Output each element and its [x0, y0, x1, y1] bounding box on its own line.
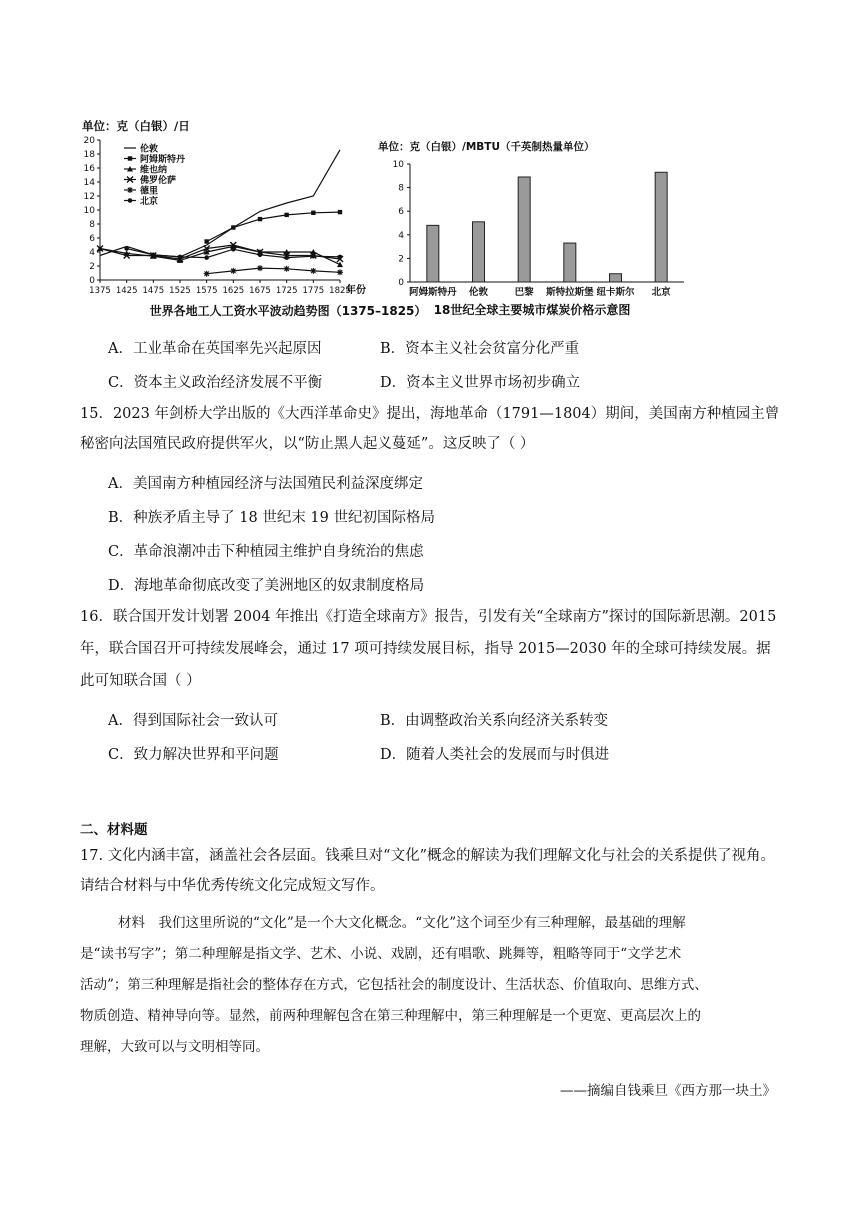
legend-label: 北京: [140, 197, 159, 207]
x-tick-label: 1725: [275, 286, 298, 296]
legend-marker: [128, 198, 133, 203]
data-point: [204, 255, 209, 260]
y-tick-label: 0: [398, 278, 404, 288]
y-tick-label: 8: [89, 220, 95, 230]
category-label: 纽卡斯尔: [596, 287, 635, 298]
q15-stem-line1: 15．2023 年剑桥大学出版的《大西洋革命史》提出，海地革命（1791—1804）期间，美国南方种植园主曾: [80, 406, 780, 422]
material-line: 活动”；第三种理解是指社会的整体存在方式，它包括社会的制度设计、生活状态、价值取向、思维方式、: [80, 977, 708, 993]
bar: [427, 225, 439, 282]
bar: [655, 172, 667, 282]
q17-source: ——摘编自钱乘旦《西方那一块土》: [560, 1083, 776, 1099]
x-tick-label: 1825: [329, 286, 351, 296]
y-tick-label: 2: [89, 262, 95, 272]
category-label: 斯特拉斯堡: [546, 287, 594, 298]
q14-option-c: C．资本主义政治经济发展不平衡: [108, 375, 323, 391]
x-tick-label: 1425: [115, 286, 138, 296]
q15-option-b: B．种族矛盾主导了 18 世纪末 19 世纪初国际格局: [108, 510, 435, 526]
y-tick-label: 10: [83, 206, 95, 216]
data-point: [311, 254, 316, 259]
legend-label: 德里: [140, 186, 159, 197]
data-point: [284, 213, 288, 217]
q14-option-b: B．资本主义社会贫富分化严重: [380, 341, 580, 357]
data-point: [337, 262, 343, 268]
data-point: [230, 268, 236, 274]
y-tick-label: 6: [398, 207, 404, 218]
data-point: [284, 266, 290, 272]
x-tick-label: 1475: [142, 286, 165, 296]
y-tick-label: 6: [89, 234, 95, 244]
bar: [518, 177, 530, 282]
y-tick-label: 0: [89, 276, 95, 286]
y-tick-label: 4: [398, 230, 404, 241]
y-tick-label: 20: [83, 136, 95, 146]
q15-option-a: A．美国南方种植园经济与法国殖民利益深度绑定: [108, 476, 423, 492]
x-tick-label: 1575: [195, 286, 218, 296]
x-tick-label: 1525: [169, 286, 191, 296]
line-chart-title: 世界各地工人工资水平波动趋势图（1375–1825）: [149, 304, 427, 318]
q16-stem-line3: 此可知联合国（ ）: [80, 673, 201, 689]
legend-label: 佛罗伦萨: [140, 176, 177, 186]
data-point: [311, 211, 315, 215]
data-point: [151, 253, 156, 258]
line-chart-ylabel: 单位：克（白银）/日: [82, 119, 190, 133]
data-point: [310, 268, 316, 274]
bar-chart-ylabel: 单位：克（白银）/MBTU（千英制热量单位）: [378, 141, 595, 153]
x-tick-label: 1775: [302, 286, 325, 296]
legend-marker: [128, 156, 132, 160]
q17-stem-line1: 17. 文化内涵丰富，涵盖社会各层面。钱乘旦对“文化”概念的解读为我们理解文化与社会的关系提供了视角。: [80, 848, 775, 864]
data-point: [124, 246, 129, 251]
material-line: 物质创造、精神导向等。显然，前两种理解包含在第三种理解中，第三种理解是一个更宽、更高层次上的: [80, 1008, 701, 1024]
series-line-2: [207, 212, 340, 241]
x-tick-label: 1375: [89, 286, 111, 296]
material-line: 材料 我们这里所说的“文化”是一个大文化概念。“文化”这个词至少有三种理解，最基础的理解: [118, 915, 686, 931]
x-tick-label: 1625: [222, 286, 245, 296]
data-point: [257, 265, 263, 271]
bar-chart-title: 18世纪全球主要城市煤炭价格示意图: [433, 303, 631, 317]
q15-option-c: C．革命浪潮冲击下种植园主维护自身统治的焦虑: [108, 544, 424, 560]
legend-label: 维也纳: [140, 165, 168, 176]
q15-option-d: D．海地革命彻底改变了美洲地区的奴隶制度格局: [108, 578, 425, 594]
x-axis-label: 年份: [346, 285, 366, 296]
data-point: [258, 217, 262, 221]
q14-option-d: D．资本主义世界市场初步确立: [380, 375, 581, 391]
y-tick-label: 8: [398, 183, 404, 194]
category-label: 北京: [651, 287, 671, 298]
section-title: 二、材料题: [80, 822, 148, 838]
data-point: [204, 271, 210, 277]
series-line-1: [100, 150, 340, 257]
material-line: 理解，大致可以与文明相等同。: [80, 1039, 269, 1055]
legend-marker: [127, 187, 133, 193]
y-tick-label: 2: [398, 254, 404, 265]
q16-option-c: C．致力解决世界和平问题: [108, 747, 279, 763]
wage-line-chart: [78, 112, 427, 322]
q14-option-a: A．工业革命在英国率先兴起原因: [108, 341, 322, 357]
q17-material: [80, 908, 780, 1063]
y-tick-label: 14: [83, 178, 95, 188]
y-tick-label: 10: [392, 160, 404, 170]
q17-stem-line2: 请结合材料与中华优秀传统文化完成短文写作。: [80, 878, 385, 894]
q16-option-d: D．随着人类社会的发展而与时俱进: [380, 747, 610, 763]
coal-bar-chart: [372, 134, 692, 322]
category-label: 伦敦: [468, 287, 489, 298]
q16-stem-line2: 年，联合国召开可持续发展峰会，通过 17 项可持续发展目标，指导 2015—2030 年的全球可持续发展。据: [80, 641, 771, 657]
legend-label: 阿姆斯特丹: [140, 155, 186, 165]
series-line-5: [207, 268, 340, 274]
category-label: 巴黎: [514, 287, 534, 298]
x-tick-label: 1675: [249, 286, 271, 296]
data-point: [231, 225, 235, 229]
data-point: [338, 210, 342, 214]
legend-label: 伦敦: [140, 144, 159, 155]
q16-stem-line1: 16．联合国开发计划署 2004 年推出《打造全球南方》报告，引发有关“全球南方”探讨的国际新思潮。2015: [80, 609, 777, 625]
y-tick-label: 12: [83, 192, 95, 202]
q16-option-a: A．得到国际社会一致认可: [108, 713, 278, 729]
q16-option-b: B．由调整政治关系向经济关系转变: [380, 713, 609, 729]
data-point: [284, 255, 289, 260]
material-line: 是“读书写字”；第二种理解是指文学、艺术、小说、戏剧，还有唱歌、跳舞等，粗略等同于“文学艺术: [80, 946, 682, 962]
data-point: [338, 255, 343, 260]
category-label: 阿姆斯特丹: [409, 287, 457, 298]
data-point: [178, 255, 183, 260]
q15-stem-line2: 秘密向法国殖民政府提供军火，以“防止黑人起义蔓延”。这反映了（ ）: [80, 436, 535, 452]
data-point: [258, 253, 263, 258]
y-tick-label: 18: [83, 150, 95, 160]
bar: [473, 222, 485, 282]
bar: [564, 243, 576, 282]
data-point: [204, 239, 208, 243]
data-point: [231, 247, 236, 252]
bar: [610, 274, 622, 282]
y-tick-label: 4: [89, 248, 95, 258]
y-tick-label: 16: [83, 164, 95, 174]
data-point: [337, 269, 343, 275]
